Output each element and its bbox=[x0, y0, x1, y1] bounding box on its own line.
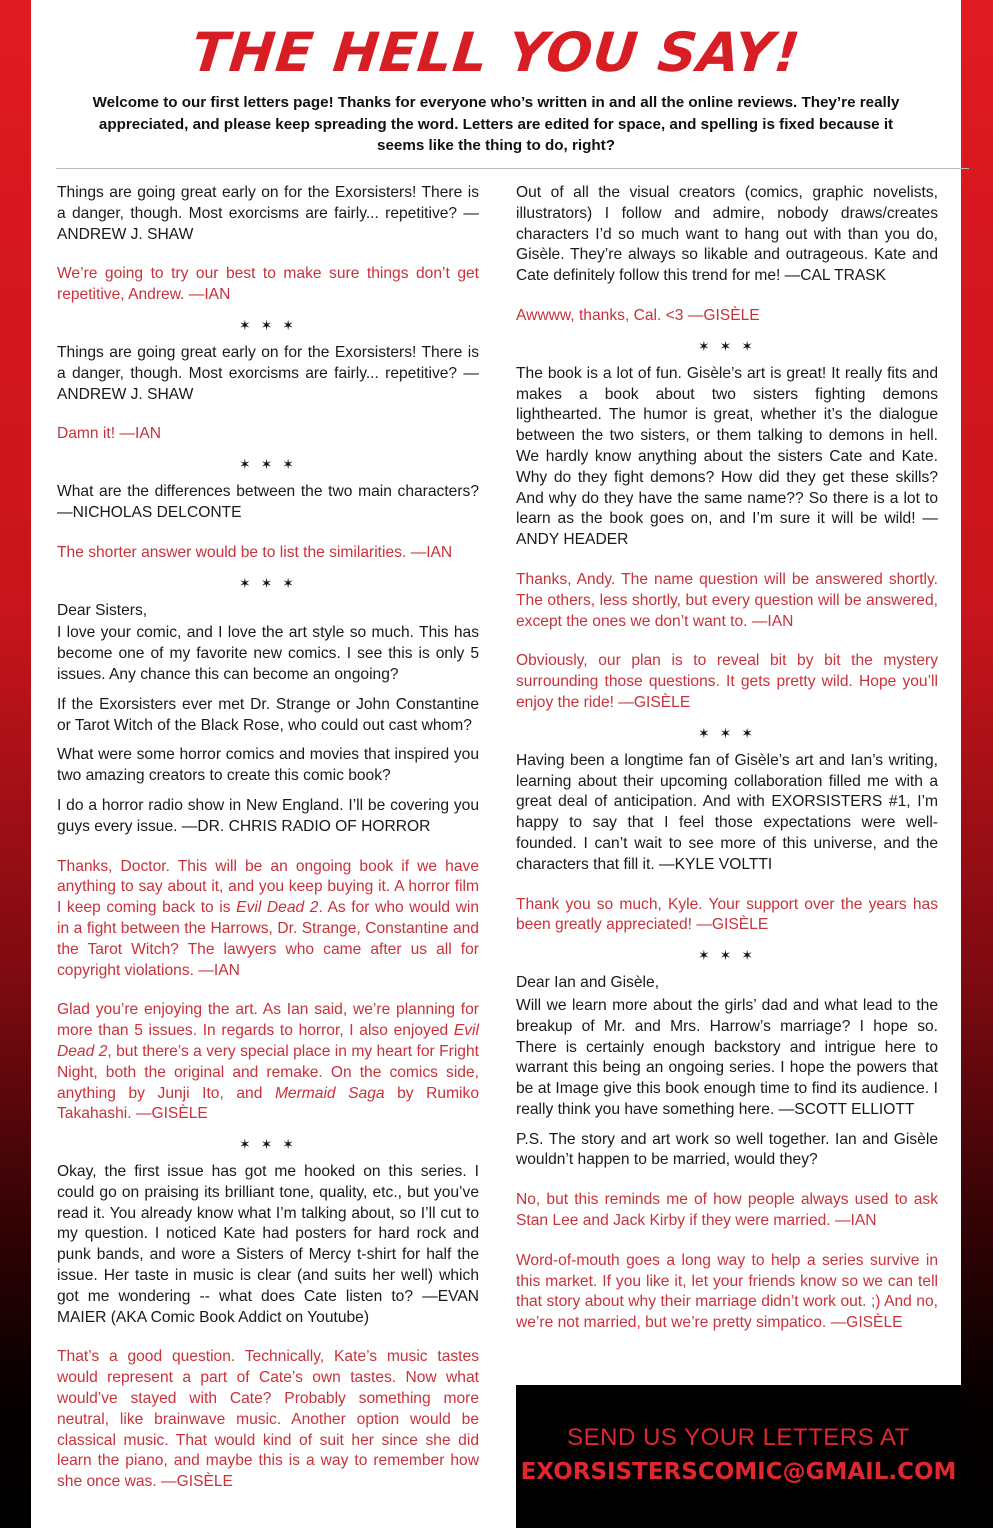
left-column bbox=[57, 183, 479, 1512]
reply: Awwww, thanks, Cal. <3 —GISÈLE bbox=[516, 306, 760, 324]
letters-page bbox=[31, 0, 961, 1528]
letter: What were some horror comics and movies that inspired you two amazing creators to create this comic book? bbox=[57, 746, 479, 785]
reply: Damn it! —IAN bbox=[57, 425, 161, 443]
title-italic: Mermaid Saga bbox=[274, 1084, 385, 1102]
reply: Thanks, Doctor. This will be an ongoing book if we have anything to say about it, and you keep buying it. A horror film I keep coming back to is Evil Dead 2. As for who would win in a fight between the Harrows, Dr. Strange, Constantine and the Tarot Witch? The lawyers who came after us all for copyright violations. —IAN bbox=[57, 857, 480, 979]
divider bbox=[56, 168, 969, 169]
reply: Glad you’re enjoying the art. As Ian said, we’re planning for more than 5 issues. In regards to horror, I also enjoyed Evil Dead 2, but there’s a very special place in my heart for Fright Night, both the original and remake. On the comics side, anything by Junji Ito, and Mermaid Saga by Rumiko Takahashi. —GISÈLE bbox=[57, 1001, 479, 1123]
reply: We’re going to try our best to make sure things don’t get repetitive, Andrew. —IAN bbox=[57, 265, 479, 304]
separator-stars: ✶ ✶ ✶ bbox=[239, 574, 297, 591]
send-letters-label: SEND US YOUR LETTERS AT bbox=[567, 1424, 910, 1451]
letter: Things are going great early on for the Exorsisters! There is a danger, though. Most exorcisms are fairly... repetitive? —ANDREW J. SHAW bbox=[57, 184, 479, 243]
letter: Things are going great early on for the Exorsisters! There is a danger, though. Most exorcisms are fairly... repetitive? —ANDREW J. SHAW bbox=[57, 343, 479, 403]
page-title: THE HELL YOU SAY! bbox=[188, 21, 804, 84]
separator-stars: ✶ ✶ ✶ bbox=[239, 1136, 297, 1153]
separator-stars: ✶ ✶ ✶ bbox=[239, 456, 297, 473]
letter: Having been a longtime fan of Gisèle’s art and Ian’s writing, learning about their upcoming collaboration filled me with a great deal of anticipation. And with EXORSISTERS #1, I’m happy to say that I feel those expectations were well-founded. I can’t wait to see more of this universe, and the characters that fill it. —KYLE VOLTTI bbox=[516, 751, 938, 873]
intro-text: Welcome to our first letters page! Thanks for everyone who’s written in and all the online reviews. They’re really appreciated, and please keep spreading the word. Letters are edited for space, and spelling is fixed because it seems like the thing to do, right? bbox=[92, 94, 900, 154]
title-italic: Evil Dead 2 bbox=[57, 1022, 479, 1060]
reply: No, but this reminds me of how people always used to ask Stan Lee and Jack Kirby if they were married. —IAN bbox=[516, 1191, 938, 1230]
reply: Thanks, Andy. The name question will be answered shortly. The others, less shortly, but every question will be answered, except the ones we don’t want to. —IAN bbox=[516, 570, 938, 630]
letter-salutation: Dear Sisters, bbox=[57, 601, 148, 619]
reply: That’s a good question. Technically, Kate’s music tastes would represent a part of Cate’s own tastes. Now what would’ve stayed with Cate? Probably something more neutral, like brainwave music. Another option would be classical music. That would kind of suit her since she did learn the piano, and maybe this is a way to remember how she once was. —GISÈLE bbox=[57, 1348, 479, 1491]
reply: The shorter answer would be to list the similarities. —IAN bbox=[57, 543, 453, 561]
title-italic: Evil Dead 2 bbox=[236, 899, 319, 917]
letter: The book is a lot of fun. Gisèle’s art is great! It really fits and makes a book about two sisters fighting demons lighthearted. The humor is great, whether it’s the dialogue between the two sisters, or them talking to demons in hell. We hardly know anything about the sisters Cate and Kate. Why do they fight demons? How did they get these skills? And why do they have the same name?? So there is a lot to learn as the book goes on, and I’m sure it will be wild! —ANDY HEADER bbox=[516, 364, 938, 549]
reply: Word-of-mouth goes a long way to help a series survive in this market. If you like it, let your friends know so we can tell that story about why their marriage didn’t work out. ;) And no, we’re not married, but we’re pretty simpatico. —GISÈLE bbox=[516, 1251, 938, 1332]
email-address[interactable]: EXORSISTERSCOMIC@GMAIL.COM bbox=[520, 1459, 957, 1485]
letter: Okay, the first issue has got me hooked on this series. I could go on praising its brilliant tone, quality, etc., but you’ve read it. You already know what I’m talking about, so I’ll cut to my question. I noticed Kate had posters for hard rock and punk bands, and wore a Sisters of Mercy t-shirt for half the issue. Her taste in music is clear (and suits her well) which got me wondering -- what does Cate listen to? —EVAN MAIER (AKA Comic Book Addict on Youtube) bbox=[57, 1163, 479, 1326]
letter: If the Exorsisters ever met Dr. Strange or John Constantine or Tarot Witch of the Black Rose, who could out cast whom? bbox=[57, 695, 479, 734]
separator-stars: ✶ ✶ ✶ bbox=[698, 337, 756, 354]
reply: Thank you so much, Kyle. Your support over the years has been greatly appreciated! —GISÈLE bbox=[516, 895, 938, 934]
separator-stars: ✶ ✶ ✶ bbox=[698, 724, 756, 741]
letter: I do a horror radio show in New England. I’ll be covering you guys every issue. —DR. CHRIS RADIO OF HORROR bbox=[57, 796, 479, 835]
reply: Obviously, our plan is to reveal bit by bit the mystery surrounding those questions. It gets pretty wild. Hope you’ll enjoy the ride! —GISÈLE bbox=[516, 652, 938, 711]
letter: Out of all the visual creators (comics, graphic novelists, illustrators) I follow and admire, nobody draws/creates characters I’d so much want to hang out with than you do, Gisèle. They’re always so likable and outrageous. Kate and Cate definitely follow this trend for me! —CAL TRASK bbox=[516, 184, 938, 285]
right-column bbox=[516, 183, 938, 1353]
letter: I love your comic, and I love the art style so much. This has become one of my favorite new comics. I see this is only 5 issues. Any chance this can become an ongoing? bbox=[57, 624, 479, 683]
letter: Will we learn more about the girls’ dad and what lead to the breakup of Mr. and Mrs. Harrow’s marriage? I hope so. There is certainly enough backstory and intrigue here to warrant this being an ongoing series. I hope the powers that be at Image give this book enough time to find its audience. I really think you have something here. —SCOTT ELLIOTT bbox=[516, 996, 938, 1118]
letter: What are the differences between the two main characters? —NICHOLAS DELCONTE bbox=[57, 483, 479, 521]
send-letters-box bbox=[516, 1385, 961, 1528]
letter: P.S. The story and art work so well together. Ian and Gisèle wouldn’t happen to be married, would they? bbox=[516, 1130, 938, 1169]
letter-salutation: Dear Ian and Gisèle, bbox=[516, 974, 660, 992]
separator-stars: ✶ ✶ ✶ bbox=[698, 947, 756, 964]
separator-stars: ✶ ✶ ✶ bbox=[239, 316, 297, 333]
